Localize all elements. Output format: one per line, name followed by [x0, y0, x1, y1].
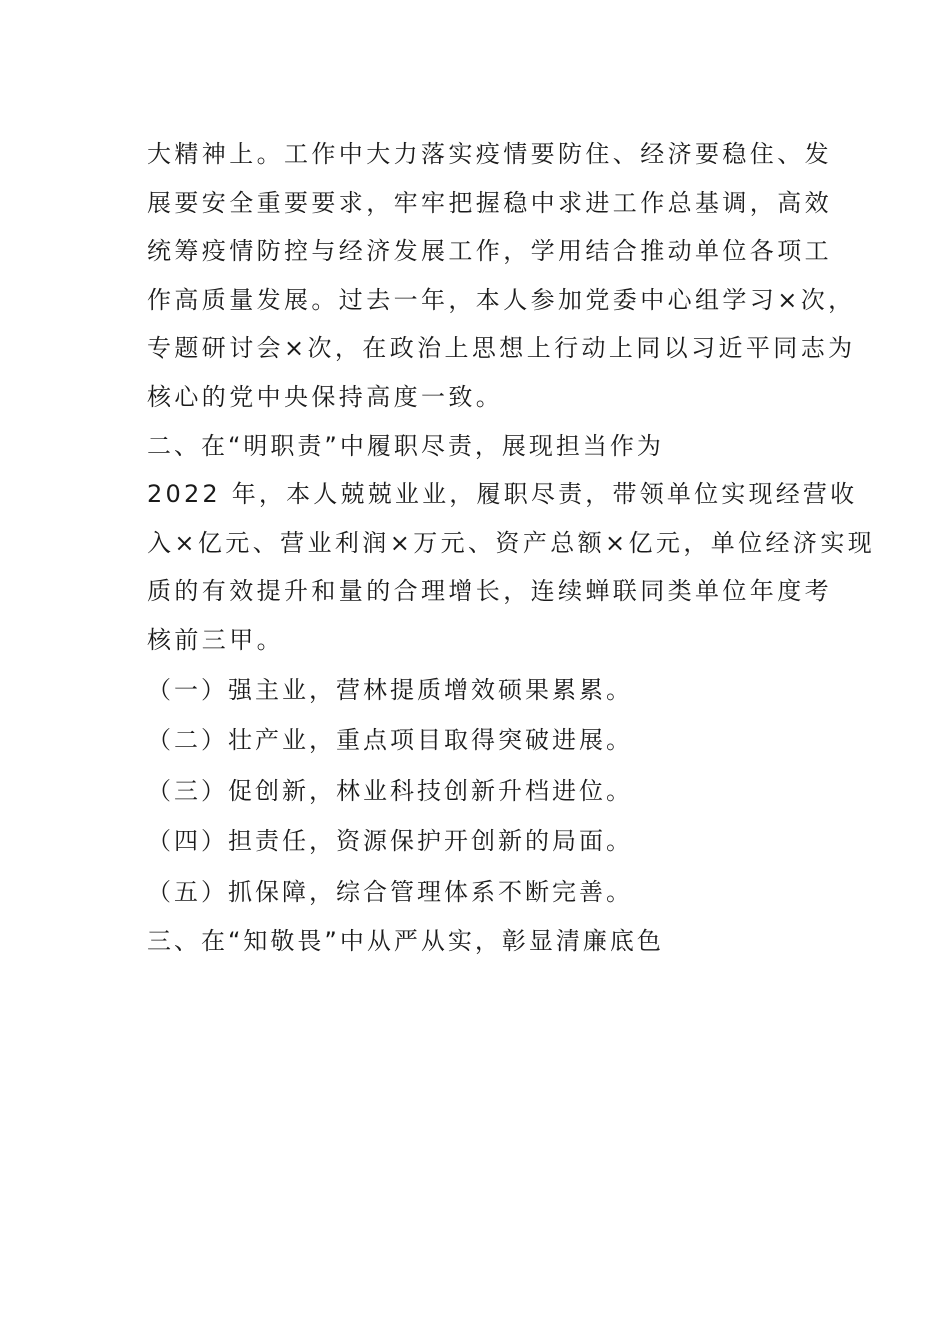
subitem: （二）壮产业，重点项目取得突破进展。	[147, 726, 633, 755]
text-line: 质的有效提升和量的合理增长，连续蝉联同类单位年度考	[147, 577, 832, 606]
subitem: （一）强主业，营林提质增效硕果累累。	[147, 675, 633, 704]
text-line: 大精神上。工作中大力落实疫情要防住、经济要稳住、发	[147, 140, 832, 168]
text-line: 核心的党中央保持高度一致。	[147, 382, 504, 411]
paragraph-performance	[147, 470, 876, 664]
subitem-list	[147, 665, 807, 918]
text-line: 核前三甲。	[147, 625, 284, 654]
subitem: （四）担责任，资源保护开创新的局面。	[147, 827, 633, 856]
text-line: 作高质量发展。过去一年，本人参加党委中心组学习×次，	[147, 285, 856, 314]
text-line: 专题研讨会×次，在政治上思想上行动上同以习近平同志为	[147, 334, 856, 363]
text-line: 入×亿元、营业利润×万元、资产总额×亿元，单位经济实现	[147, 528, 876, 557]
subitem: （五）抓保障，综合管理体系不断完善。	[147, 877, 633, 906]
section-heading-3: 三、在“知敬畏”中从严从实，彰显清廉底色	[147, 927, 664, 956]
paragraph-political-stance	[147, 130, 856, 422]
text-line: 展要安全重要要求，牢牢把握稳中求进工作总基调，高效	[147, 188, 832, 217]
document-body	[147, 130, 876, 966]
subitem: （三）促创新，林业科技创新升档进位。	[147, 776, 633, 805]
text-line: 2022 年，本人兢兢业业，履职尽责，带领单位实现经营收	[147, 480, 858, 509]
text-line: 统筹疫情防控与经济发展工作，学用结合推动单位各项工	[147, 237, 832, 266]
section-heading-2: 二、在“明职责”中履职尽责，展现担当作为	[147, 431, 664, 460]
